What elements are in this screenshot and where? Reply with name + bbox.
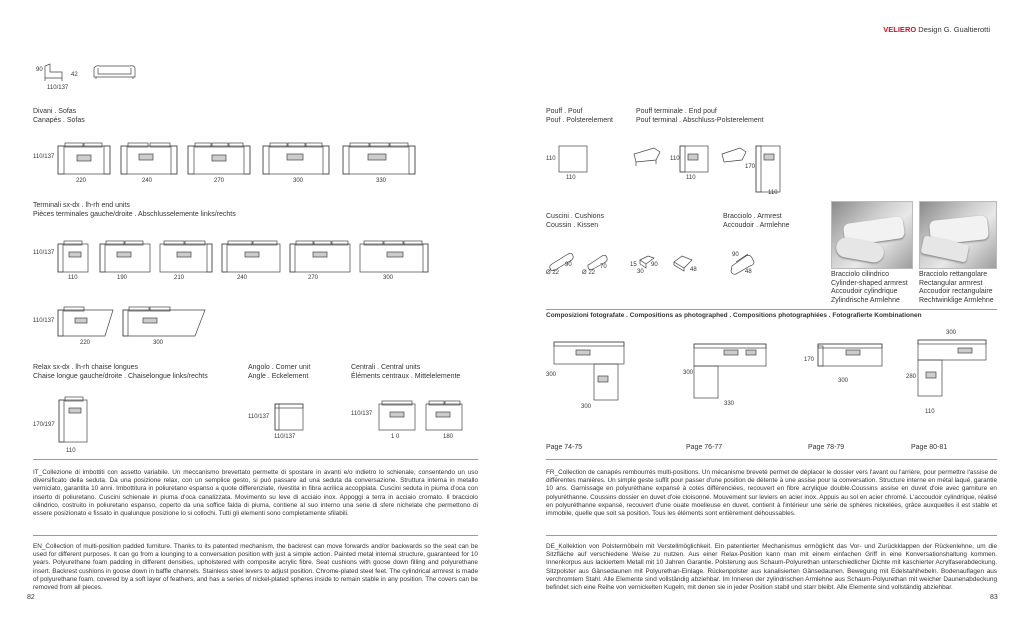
sofa-width-220: 220 [76, 178, 87, 184]
armrest-title: Bracciolo . Armrest Accoudoir . Armlehne [723, 213, 790, 229]
end-unit-drawings-row [55, 236, 435, 276]
de-description: DE_Kollektion von Polstermöbeln mit Verstellmöglichkeit. Ein patentierter Mechanismus ermöglicht das Vor- und Zurückklappen der Rückenlehne, um die Sitzfläche auf verschiedene Weise zu nutzen. Aus einer Relax-Position kann man mit einem einfachen Griff in eine Konversationshaltung kommen. Innenkorpus aus lackiertem Metall mit 10 Jahren Garantie. Polsterung aus Schaum-Polyurethan unterschiedlicher Dichte mit kaschierter Acrylfaserabdeckung. Sitzpolster aus Gänsedaunen mit Polyurethan-Einlage. Rückenpolster aus kanalisierten Gänsedaunen. Bewegung mit Edelstahlhebeln. Bodenauflagen aus verchromtem Stahl. Alle Elemente sind vollständig abziehbar. Im Inneren der zylindrischen Armlehne aus Schaum-Polyurethan mit weicher Daunenabdeckung befindet sich eine Reihe von vernickelten Kugeln, mit denen sie in jeder Position stabil und starr bleibt. Alle Elemente sind vollständig abziehbar. [546, 543, 997, 592]
comp-page-3: Page 78-79 [808, 444, 845, 451]
cushion2-length: 70 [600, 264, 607, 270]
central-width-2: 180 [443, 434, 454, 440]
cushion3-b: 90 [651, 262, 658, 268]
corner-title: Angolo . Corner unit Angle . Eckelement [248, 364, 311, 380]
relax-title: Relax sx-dx . lh-rh chaise longues Chaise longue gauche/droite . Chaiselongue links/rechts [33, 364, 208, 380]
page-number-right: 83 [990, 594, 998, 601]
end-pouf-width: 110 [686, 175, 696, 181]
pouf-width: 110 [566, 175, 576, 181]
cushion4-size: 48 [690, 267, 697, 273]
comp1-width: 300 [581, 404, 592, 410]
end-pouf-depth: 110 [670, 156, 680, 162]
corner-width: 110/137 [274, 434, 296, 440]
end-units-depth: 110/137 [33, 250, 55, 256]
sofas-depth: 110/137 [33, 154, 55, 160]
compositions-drawings [546, 330, 998, 410]
cushions-title: Cuscini . Cushions Coussin . Kissen [546, 213, 604, 229]
cushion-drawings [548, 248, 708, 278]
right-divider-2 [546, 535, 997, 536]
page-number-left: 82 [27, 594, 35, 601]
comp4-depth: 280 [906, 374, 917, 380]
end-unit-width-300: 300 [383, 275, 394, 281]
end-unit2-width-300: 300 [153, 340, 164, 346]
sofa-drawings-row [55, 138, 425, 180]
comp-page-1: Page 74-75 [546, 444, 583, 451]
end-unit-width-190: 190 [117, 275, 128, 281]
central-width-1: 1 0 [391, 434, 400, 440]
compositions-title: Composizioni fotografate . Compositions as photographed . Compositions photographiées . Fotografierte Kombinationen [546, 312, 922, 319]
end-unit2-width-220: 220 [80, 340, 91, 346]
comp-page-2: Page 76-77 [686, 444, 723, 451]
comp4-side: 110 [925, 409, 935, 415]
end-unit-width-240: 240 [237, 275, 248, 281]
end-unit2-drawings-row [55, 302, 215, 338]
sofa-width-330: 330 [376, 178, 387, 184]
end-pouf-width-2: 110 [768, 190, 778, 196]
cushion1-diameter: Ø 22 [546, 270, 560, 276]
pouf-title: Pouff . Pouf Pouf . Polsterelement [546, 108, 613, 124]
left-divider-2 [33, 535, 478, 536]
comp2-depth: 300 [683, 370, 694, 376]
rectangular-armrest-photo [919, 201, 997, 269]
cushion2-diameter: Ø 22 [582, 270, 596, 276]
sofas-title: Divani . Sofas Canapés . Sofas [33, 108, 85, 124]
cylindrical-armrest-caption: Bracciolo cilindrico Cylinder-shaped armrest Accoudoir cylindrique Zylindrische Armlehne [831, 271, 908, 304]
pouf-drawing [558, 145, 588, 175]
comp-page-4: Page 80-81 [911, 444, 948, 451]
comp4-width: 300 [946, 330, 957, 336]
end-pouf-drawings [630, 140, 790, 200]
designer-credit: Design G. Gualtierotti [918, 25, 990, 34]
comp2-width: 330 [724, 401, 735, 407]
end-pouf-depth-2: 170 [745, 164, 756, 170]
central-depth: 110/137 [351, 411, 373, 417]
end-unit-width-270: 270 [308, 275, 319, 281]
cushion3-a: 15 [630, 262, 637, 268]
comp3-depth: 170 [804, 357, 815, 363]
sofa-width-300: 300 [293, 178, 304, 184]
sofa-width-240: 240 [142, 178, 153, 184]
armrest-width: 48 [745, 269, 752, 275]
end-units2-depth: 110/137 [33, 318, 55, 324]
comp1-depth: 300 [546, 372, 557, 378]
compositions-divider [546, 309, 997, 310]
right-divider-1 [546, 459, 997, 460]
left-divider-1 [33, 459, 478, 460]
central-drawings [376, 396, 466, 432]
profile-width: 110/137 [47, 85, 69, 91]
end-pouf-title: Pouff terminale . End pouf Pouf terminal . Abschluss-Polsterelement [636, 108, 764, 124]
end-unit-width-210: 210 [174, 275, 185, 281]
relax-width: 110 [66, 448, 76, 454]
profile-height-2: 42 [71, 72, 78, 78]
sofa-width-270: 270 [214, 178, 225, 184]
rectangular-armrest-caption: Bracciolo rettangolare Rectangular armrest Accoudoir rectangulaire Rechtwinklige Armlehne [919, 271, 994, 304]
cylindrical-armrest-photo [831, 201, 913, 269]
end-unit-width-110: 110 [68, 275, 78, 281]
relax-drawing [56, 394, 90, 444]
en-description: EN_Collection of multi-position padded furniture. Thanks to its patented mechanism, the backrest can move forwards and/or backwards so the seat can be used for different purposes. It can go from a lounging to a conversation position with just a simple action. Painted metal internal structure, guaranteed for 10 years. Polyurethane foam padding in different densities, upholstered with composite acrylic fibre. Seat cushions with goose down filling and polyurethane insert. Backrest cushions in goose down in baffle channels. Stainless steel levers to adjust position. Chrome-plated steel feet. The cylindrical armrest is made of polyurethane foam, covered by a soft layer of feathers, and has a series of nickel-plated spheres inside to remain stable in any position. The covers can be removed from all pieces. [33, 543, 478, 592]
central-title: Centrali . Central units Éléments centraux . Mittelelemente [351, 364, 461, 380]
fr-description: FR_Collection de canapés rembourrés multi-positions. Un mécanisme breveté permet de déplacer le dossier vers l'avant ou l'arrière, pour permettre l'assise de différentes manières. Un simple geste suffit pour passer d'une position de détente à une assise pour la conversation. Structure interne en métal laqué, garantie 10 ans. Garnissage en polyuréthane expansé à cotes différenciées, recouvert en fibre acrylique double.Coussins assise en duvet d'oie avec garniture en polyuréthanne. Coussins dossier en duvet d'oie cloisonné. Mouvement sur leviers en acier inox. Appuis au sol en acier chromé. L'accoudoir cylindrique, réalisé en polyuréthanne expansé, recouvert d'une ouate moelleuse en duvet, contient à l'intérieur une série de sphères nickelées, grâce auxquelles il est stable et immobile, quelle que soit sa position. Tous les éléments sont entièrement déhoussables. [546, 469, 997, 518]
it-description: IT_Collezione di imbottiti con assetto variabile. Un meccanismo brevettato permette di spostare in avanti e/o indietro lo schienale, consentendo un uso diversificato della seduta. Da una posizione relax, con un semplice gesto, si può passare ad una seduta da conversazione. Struttura interna in metallo verniciato, garantita 10 anni. Imbottitura in poliuretano espanso a quote differenziate, rivestita in fibra acrilica accoppiata. Cuscini seduta in piuma d'oca con inserto di poliuretano. Cuscini schienale in piuma d'oca canalizzata. Movimento su leve di acciaio inox. Appoggi a terra in acciaio cromato. Il bracciolo cilindrico, costruito in poliuretano espanso, coperto da una soffice falda di piuma, contiene al suo interno una serie di sfere nichelate che permettono di essere posizionato e fissato in qualunque posizione lo si collochi. Tutti gli elementi sono completamente sfilabili. [33, 469, 478, 518]
armrest-length: 90 [732, 252, 739, 258]
corner-depth: 110/137 [248, 414, 270, 420]
pouf-depth: 110 [546, 156, 556, 162]
cushion1-length: 90 [565, 262, 572, 268]
end-units-title: Terminali sx-dx . lh-rh end units Pièces terminales gauche/droite . Abschlusselemente links/rechts [33, 202, 236, 218]
cushion3-c: 30 [637, 269, 644, 275]
brand-name: VELIERO [883, 25, 917, 34]
relax-depth: 170/197 [33, 422, 55, 428]
page-header [883, 26, 990, 35]
profile-height-1: 90 [36, 67, 43, 73]
comp3-width: 300 [838, 378, 849, 384]
corner-drawing [272, 398, 306, 432]
